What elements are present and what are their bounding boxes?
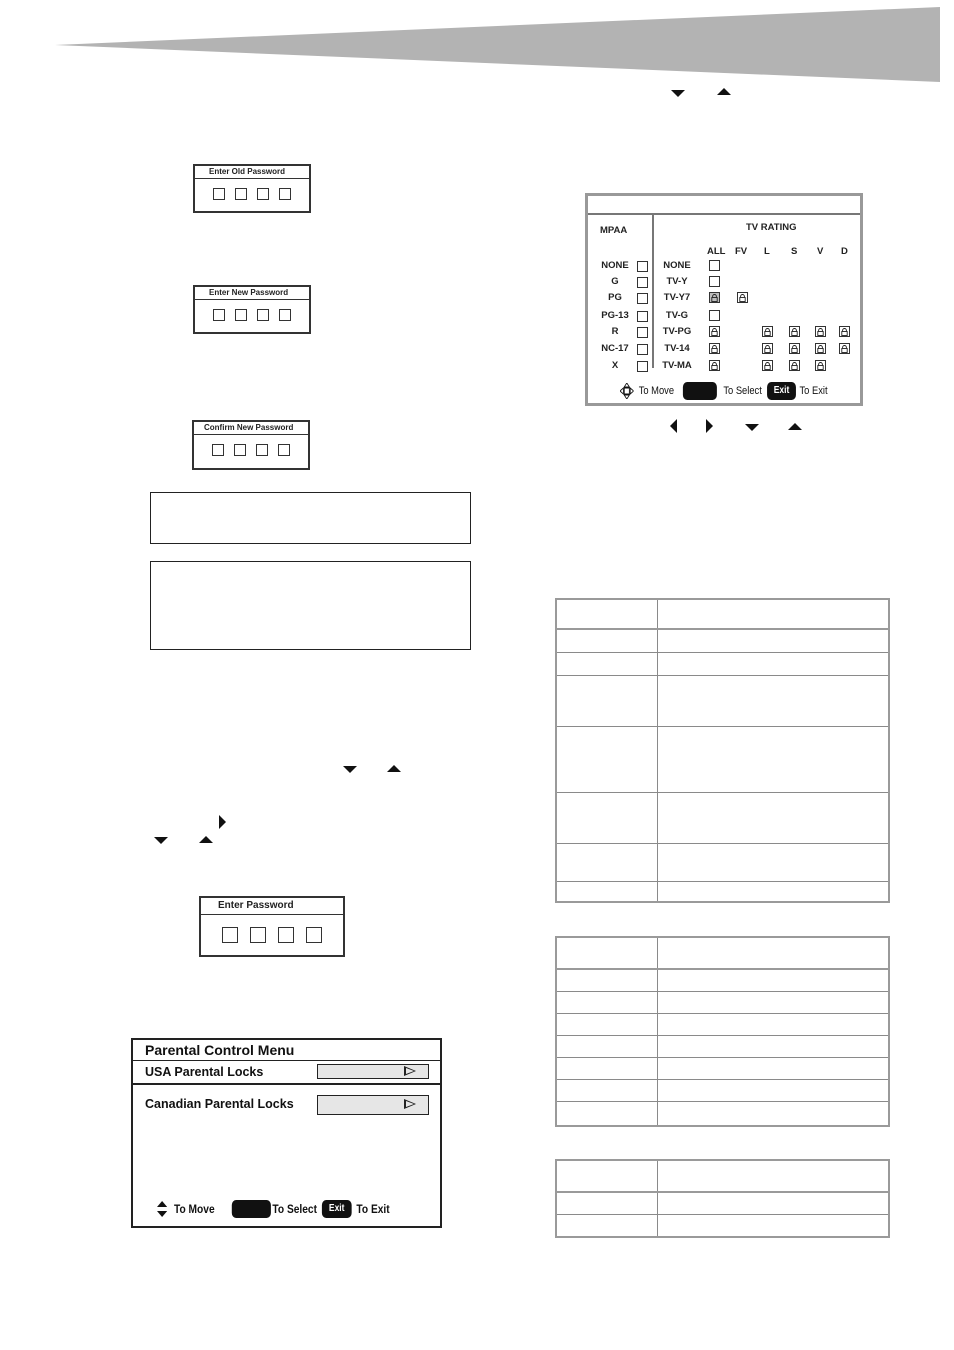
- table-row: [557, 1193, 888, 1215]
- mpaa-checkbox-pg-13[interactable]: [637, 311, 648, 322]
- enter-password-title: Enter Password: [201, 898, 343, 915]
- tv-rating-label-tv-ma: TV-MA: [662, 360, 692, 371]
- tv-rating-label-tv-pg: TV-PG: [662, 326, 692, 337]
- password-digit[interactable]: [256, 444, 268, 456]
- table-row: [557, 970, 888, 992]
- tv-column-header-v: V: [817, 246, 824, 257]
- rating-table-1: [555, 598, 890, 903]
- mpaa-checkbox-nc-17[interactable]: [637, 344, 648, 355]
- arrow-right-icon: [706, 419, 713, 433]
- lock-icon[interactable]: [709, 326, 720, 337]
- password-digit[interactable]: [279, 188, 291, 200]
- tv-column-header-all: ALL: [707, 246, 726, 257]
- tv-rating-label-none: NONE: [663, 260, 691, 271]
- lock-icon[interactable]: [762, 360, 773, 371]
- mpaa-label-r: R: [611, 326, 619, 337]
- parental-control-menu: [131, 1038, 442, 1228]
- mpaa-label-nc-17: NC-17: [601, 343, 629, 354]
- tv-rating-checkbox[interactable]: [709, 260, 720, 271]
- mpaa-label-none: NONE: [601, 260, 629, 271]
- table-row: [557, 844, 888, 882]
- tv-column-header-fv: FV: [735, 246, 748, 257]
- tv-rating-screen: [585, 193, 863, 406]
- arrow-up-icon: [387, 765, 401, 772]
- mpaa-header: MPAA: [600, 225, 628, 236]
- mpaa-label-pg-13: PG-13: [601, 310, 629, 321]
- canadian-parental-locks-bar[interactable]: [317, 1095, 429, 1115]
- footer-move-label: To Move: [174, 1202, 215, 1216]
- lock-icon[interactable]: [839, 326, 850, 337]
- lock-icon[interactable]: [815, 343, 826, 354]
- caution-box: [150, 561, 471, 650]
- lock-icon[interactable]: [789, 343, 800, 354]
- rating-table-2: [555, 936, 890, 1127]
- lock-icon[interactable]: [762, 343, 773, 354]
- mpaa-label-x: X: [611, 360, 619, 371]
- column-divider: [652, 214, 654, 368]
- footer-select-label: To Select: [272, 1202, 318, 1216]
- mpaa-checkbox-none[interactable]: [637, 261, 648, 272]
- table-row: [557, 992, 888, 1014]
- password-digit[interactable]: [213, 309, 225, 321]
- table-row: [557, 630, 888, 653]
- tv-rating-footer: [620, 382, 828, 400]
- table-row: [557, 653, 888, 676]
- tv-rating-label-tv-y: TV-Y: [666, 276, 688, 287]
- arrow-up-icon: [199, 836, 213, 843]
- select-key-icon: [232, 1200, 271, 1218]
- lock-icon[interactable]: [839, 343, 850, 354]
- mpaa-label-pg: PG: [608, 292, 622, 303]
- mpaa-checkbox-g[interactable]: [637, 277, 648, 288]
- table-header-row: [557, 938, 888, 970]
- menu-title: Parental Control Menu: [133, 1040, 440, 1061]
- confirm-new-password-box[interactable]: [192, 420, 310, 470]
- enter-password-box[interactable]: [199, 896, 345, 957]
- arrow-up-icon: [788, 423, 802, 430]
- table-row: [557, 727, 888, 793]
- canadian-parental-locks-label[interactable]: Canadian Parental Locks: [145, 1097, 294, 1111]
- confirm-new-password-title: Confirm New Password: [194, 422, 308, 435]
- password-digit[interactable]: [278, 927, 294, 943]
- arrow-up-icon: [717, 88, 731, 95]
- tv-column-header-l: L: [764, 246, 770, 257]
- arrow-down-icon: [745, 424, 759, 431]
- screen-title-divider: [588, 213, 860, 215]
- password-digit[interactable]: [250, 927, 266, 943]
- table-row: [557, 1036, 888, 1058]
- lock-icon[interactable]: [789, 326, 800, 337]
- mpaa-label-g: G: [611, 276, 619, 287]
- exit-key: Exit: [322, 1200, 351, 1218]
- password-digit[interactable]: [212, 444, 224, 456]
- table-row: [557, 1080, 888, 1102]
- enter-new-password-title: Enter New Password: [195, 287, 309, 300]
- lock-icon[interactable]: [815, 360, 826, 371]
- table-header-row: [557, 1161, 888, 1193]
- table-row: [557, 1014, 888, 1036]
- footer-exit-label: To Exit: [799, 385, 828, 397]
- play-arrow-icon: [404, 1066, 416, 1076]
- lock-icon[interactable]: [815, 326, 826, 337]
- enter-old-password-title: Enter Old Password: [195, 166, 309, 179]
- note-box: [150, 492, 471, 544]
- header-band: [0, 0, 954, 90]
- mpaa-checkbox-pg[interactable]: [637, 293, 648, 304]
- tv-column-header-d: D: [841, 246, 848, 257]
- tv-rating-header: TV RATING: [746, 222, 797, 233]
- lock-icon[interactable]: [709, 343, 720, 354]
- footer-move-label: To Move: [638, 385, 675, 397]
- tv-rating-label-tv-g: TV-G: [665, 310, 689, 321]
- footer-exit-label: To Exit: [356, 1202, 390, 1216]
- password-digit[interactable]: [235, 188, 247, 200]
- usa-parental-locks-label[interactable]: USA Parental Locks: [145, 1065, 264, 1079]
- tv-rating-label-tv-y7: TV-Y7: [663, 292, 691, 303]
- lock-icon[interactable]: [709, 360, 720, 371]
- password-digit[interactable]: [306, 927, 322, 943]
- mpaa-checkbox-r[interactable]: [637, 327, 648, 338]
- password-digit[interactable]: [279, 309, 291, 321]
- lock-icon[interactable]: [789, 360, 800, 371]
- footer-select-label: To Select: [723, 385, 762, 397]
- password-digit[interactable]: [278, 444, 290, 456]
- mpaa-checkbox-x[interactable]: [637, 361, 648, 372]
- up-down-arrow-icon: [157, 1201, 167, 1217]
- lock-icon[interactable]: [737, 292, 748, 303]
- arrow-left-icon: [670, 419, 677, 433]
- table-row: [557, 676, 888, 727]
- password-digit[interactable]: [213, 188, 225, 200]
- usa-row-divider: [133, 1083, 440, 1085]
- tv-rating-checkbox[interactable]: [709, 276, 720, 287]
- four-way-arrow-icon: [620, 383, 634, 399]
- arrow-down-icon: [343, 766, 357, 773]
- enter-old-password-box[interactable]: [193, 164, 311, 213]
- table-header-row: [557, 600, 888, 630]
- menu-footer: [157, 1200, 390, 1218]
- tv-rating-checkbox[interactable]: [709, 310, 720, 321]
- password-digit[interactable]: [234, 444, 246, 456]
- play-arrow-icon: [404, 1099, 416, 1109]
- tv-rating-label-tv-14: TV-14: [664, 343, 690, 354]
- arrow-down-icon: [154, 837, 168, 844]
- select-key-icon: [683, 382, 717, 400]
- password-digit[interactable]: [235, 309, 247, 321]
- lock-icon[interactable]: [709, 292, 720, 303]
- password-digit[interactable]: [222, 927, 238, 943]
- tv-column-header-s: S: [791, 246, 798, 257]
- password-digit[interactable]: [257, 188, 269, 200]
- rating-table-3: [555, 1159, 890, 1238]
- arrow-right-icon: [219, 815, 226, 829]
- usa-parental-locks-bar[interactable]: [317, 1064, 429, 1079]
- exit-key: Exit: [767, 382, 796, 400]
- enter-new-password-box[interactable]: [193, 285, 311, 334]
- arrow-down-icon: [671, 90, 685, 97]
- table-row: [557, 793, 888, 844]
- password-digit[interactable]: [257, 309, 269, 321]
- lock-icon[interactable]: [762, 326, 773, 337]
- table-row: [557, 1058, 888, 1080]
